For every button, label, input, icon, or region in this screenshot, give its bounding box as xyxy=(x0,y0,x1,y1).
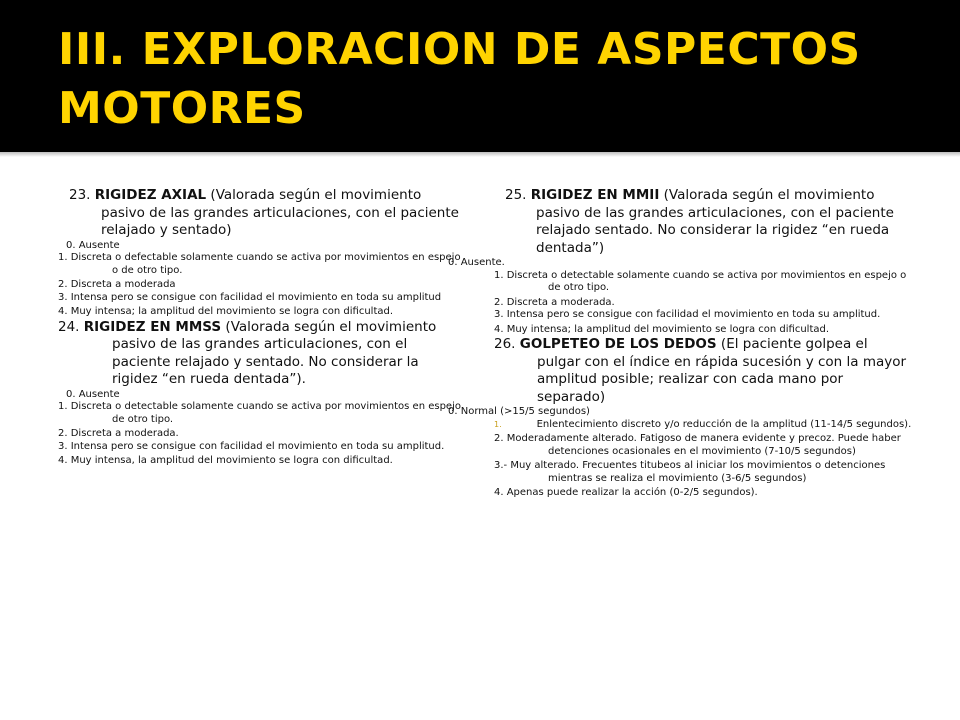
item-25-option-4: 4. Muy intensa; la amplitud del movimiento se logra con dificultad. xyxy=(494,323,830,335)
slide-content xyxy=(0,157,960,720)
item-25-option-2: 2. Discreta a moderada. xyxy=(494,296,615,308)
item-25-option-1: 1. Discreta o detectable solamente cuando se activa por movimientos en espejo o de otro tipo. xyxy=(494,269,907,293)
item-24-option-2: 2. Discreta a moderada. xyxy=(58,428,179,439)
item-26-option-1-text: Enlentecimiento discreto y/o reducción de la amplitud (11-14/5 segundos). xyxy=(536,418,912,430)
item-24-option-0: 0. Ausente xyxy=(66,388,120,400)
item-25-option-3: 3. Intensa pero se consigue con facilidad el movimiento en toda su amplitud. xyxy=(494,309,881,320)
item-23-name: RIGIDEZ AXIAL xyxy=(94,187,207,203)
item-24-heading xyxy=(58,319,468,389)
right-column xyxy=(448,187,914,500)
item-23-option-4: 4. Muy intensa; la amplitud del movimiento se logra con dificultad. xyxy=(58,306,394,317)
item-23-option-1: 1. Discreta o defectable solamente cuando se activa por movimientos en espejo o de otro tipo. xyxy=(58,252,461,276)
item-25-heading xyxy=(494,187,914,257)
item-26-option-4: 4. Apenas puede realizar la acción (0-2/5 segundos). xyxy=(494,487,758,498)
item-23-heading xyxy=(58,187,468,240)
item-23-description: (Valorada según el movimiento pasivo de las grandes articulaciones, con el paciente relajado y sentado) xyxy=(101,187,459,238)
slide-title: III. EXPLORACION DE ASPECTOS MOTORES xyxy=(58,24,861,134)
item-24-number: 24. xyxy=(58,318,84,335)
item-23-option-3: 3. Intensa pero se consigue con facilidad el movimiento en toda su amplitud xyxy=(58,291,442,303)
item-24-name: RIGIDEZ EN MMSS xyxy=(83,318,222,335)
item-26-option-1 xyxy=(494,419,914,432)
item-24-option-4: 4. Muy intensa, la amplitud del movimiento se logra con dificultad. xyxy=(58,455,393,466)
item-24-option-1: 1. Discreta o detectable solamente cuando se activa por movimientos en espejo de otro tipo. xyxy=(58,401,461,425)
item-23-option-2: 2. Discreta a moderada xyxy=(58,279,176,290)
title-bar xyxy=(0,0,960,152)
item-25-description: (Valorada según el movimiento pasivo de las grandes articulaciones, con el paciente relajado sentado. No considerar la rigidez “en rueda dentada”) xyxy=(536,187,894,256)
item-26-heading xyxy=(494,336,914,406)
item-26-number: 26. xyxy=(494,336,520,352)
item-25-number: 25. xyxy=(505,187,531,203)
item-26-option-0: 0. Normal (>15/5 segundos) xyxy=(448,406,590,417)
left-column xyxy=(58,187,468,468)
item-26-description: (El paciente golpea el pulgar con el índice en rápida sucesión y con la mayor amplitud posible; realizar con cada mano por separado) xyxy=(537,336,907,405)
item-25-option-0: 0. Ausente. xyxy=(448,257,505,268)
item-23-option-0: 0. Ausente xyxy=(66,239,120,251)
item-26-option-2: 2. Moderadamente alterado. Fatigoso de manera evidente y precoz. Puede haber detenciones ocasionales en el movimiento (7-10/5 segundos) xyxy=(494,433,901,457)
item-24-description: (Valorada según el movimiento pasivo de las grandes articulaciones, con el paciente relajado y sentado. No considerar la rigidez “en rueda dentada”). xyxy=(112,318,437,387)
item-26-name: GOLPETEO DE LOS DEDOS xyxy=(519,336,717,352)
item-25-name: RIGIDEZ EN MMII xyxy=(530,187,660,203)
item-26-option-1-marker: 1. xyxy=(494,419,502,429)
item-26-option-3: 3.- Muy alterado. Frecuentes titubeos al iniciar los movimientos o detenciones mientras se realiza el movimiento (3-6/5 segundos) xyxy=(494,460,886,484)
item-23-number: 23. xyxy=(69,187,95,203)
item-24-option-3: 3. Intensa pero se consigue con facilidad el movimiento en toda su amplitud. xyxy=(58,440,445,452)
